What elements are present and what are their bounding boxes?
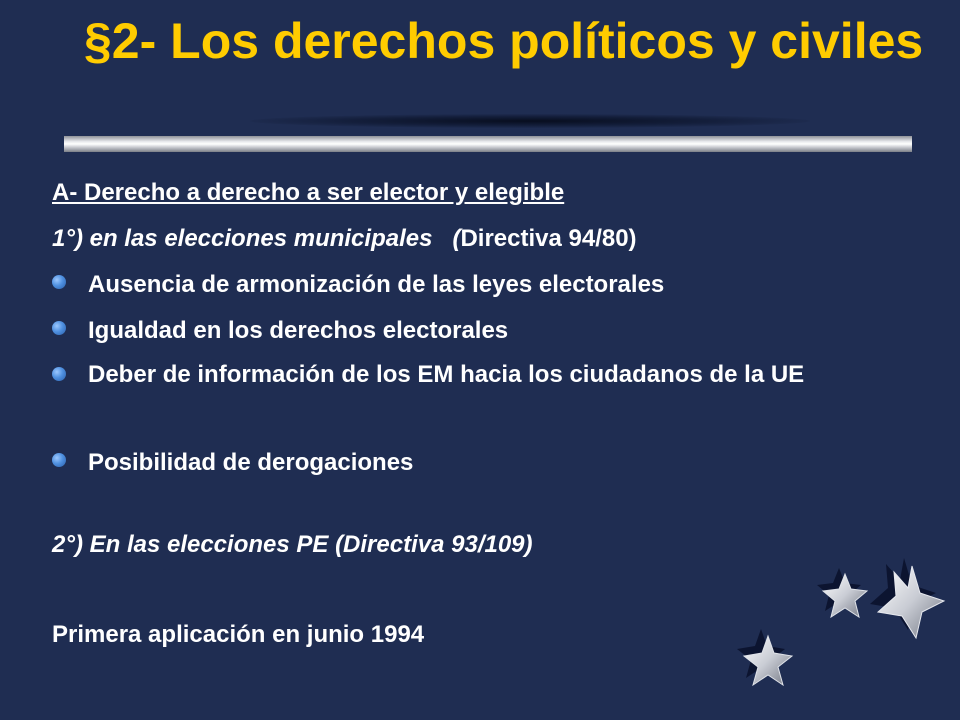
list-item-text: Ausencia de armonización de las leyes electorales [88,271,665,298]
star-icon [870,558,944,638]
title-divider [64,136,912,152]
bullet-icon [52,453,66,467]
bullet-icon [52,367,66,381]
subheading-pe: 2°) En las elecciones PE (Directiva 93/109) [52,531,533,558]
slide-title: §2- Los derechos políticos y civiles [84,13,924,69]
subheading-municipal-italic: 1°) en las elecciones municipales ( [52,225,461,252]
star-icon [817,568,867,617]
star-icon [737,629,792,685]
subheading-municipal [52,222,637,256]
bullet-icon [52,321,66,335]
list-item-text: Posibilidad de derogaciones [88,449,414,476]
list-item-text: Deber de información de los EM hacia los ciudadanos de la UE [88,361,805,388]
title-shadow [250,114,810,128]
section-heading: A- Derecho a derecho a ser elector y elegible [52,179,565,206]
subheading-municipal-directive: Directiva 94/80) [460,225,637,252]
footer-note: Primera aplicación en junio 1994 [52,621,425,648]
bullet-icon [52,275,66,289]
list-item-text: Igualdad en los derechos electorales [88,317,509,344]
